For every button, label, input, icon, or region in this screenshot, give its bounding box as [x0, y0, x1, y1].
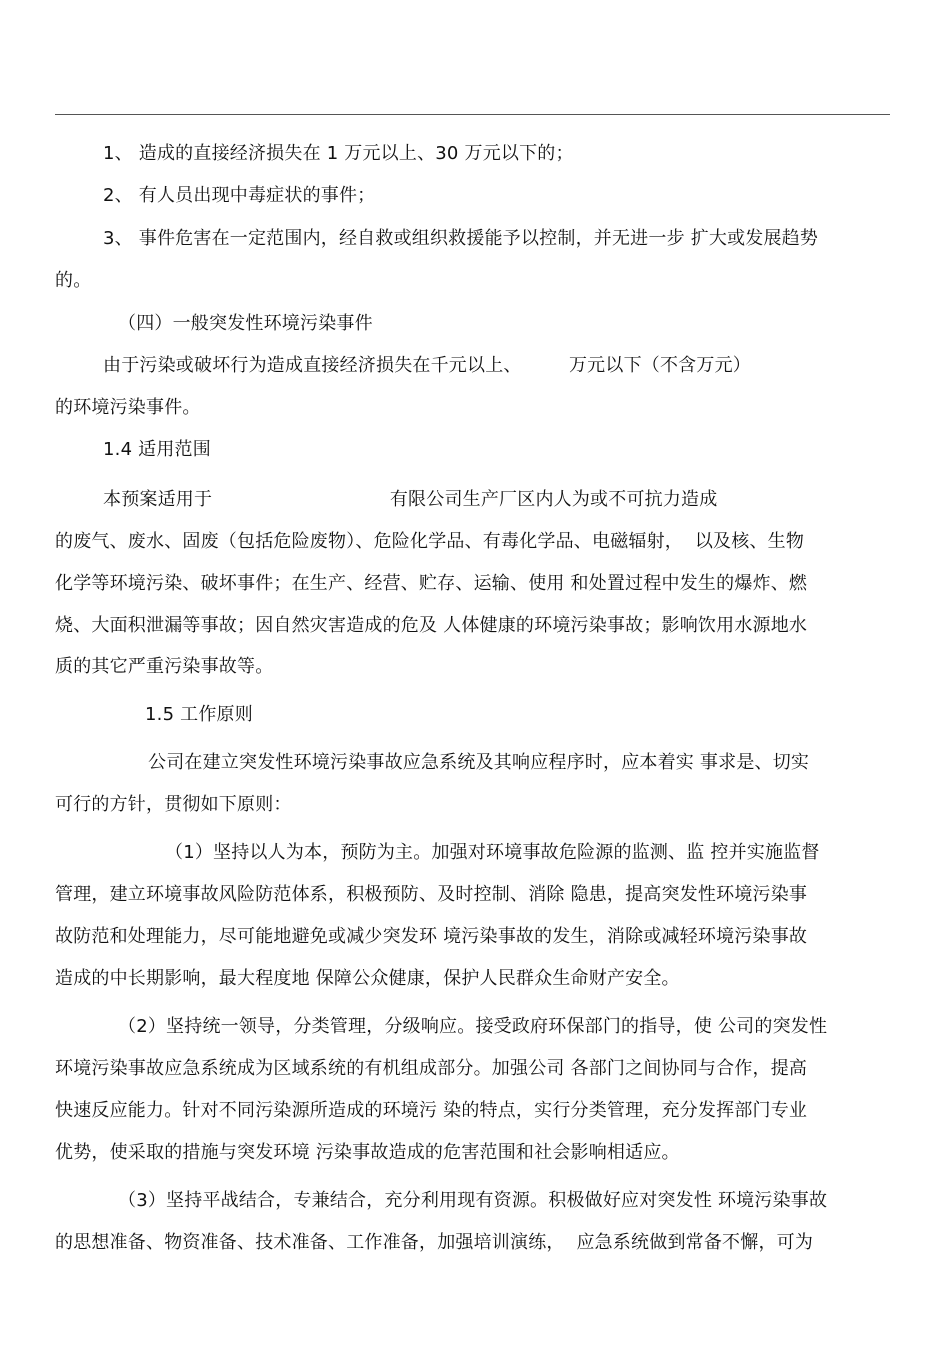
- text-line: 1、 造成的直接经济损失在 1 万元以上、30 万元以下的；: [103, 143, 574, 164]
- text-line: 3、 事件危害在一定范围内，经自救或组织救援能予以控制，并无进一步 扩大或发展趋势: [103, 228, 819, 249]
- text-line: 质的其它严重污染事故等。: [55, 656, 274, 677]
- text-line: 的思想准备、物资准备、技术准备、工作准备，加强培训演练， 应急系统做到常备不懈，可为: [55, 1232, 814, 1253]
- text-line: （3）坚持平战结合，专兼结合，充分利用现有资源。积极做好应对突发性 环境污染事故: [118, 1190, 828, 1211]
- text-line: 本预案适用于 有限公司生产厂区内人为或不可抗力造成: [103, 489, 718, 510]
- section-heading: 1.5 工作原则: [145, 704, 253, 725]
- text-line: 由于污染或破坏行为造成直接经济损失在千元以上、 万元以下（不含万元）: [103, 355, 751, 376]
- section-heading: 1.4 适用范围: [103, 439, 211, 460]
- text-line: 快速反应能力。针对不同污染源所造成的环境污 染的特点，实行分类管理，充分发挥部门专业: [55, 1100, 808, 1121]
- text-line: 化学等环境污染、破坏事件；在生产、经营、贮存、运输、使用 和处置过程中发生的爆炸、燃: [55, 573, 808, 594]
- text-line: 管理，建立环境事故风险防范体系，积极预防、及时控制、消除 隐患，提高突发性环境污染事: [55, 884, 808, 905]
- text-line: 的废气、废水、固废（包括危险废物）、危险化学品、有毒化学品、电磁辐射， 以及核、生物: [55, 531, 805, 552]
- section-heading: （四）一般突发性环境污染事件: [118, 313, 373, 334]
- text-line: 故防范和处理能力，尽可能地避免或减少突发环 境污染事故的发生，消除或减轻环境污染事故: [55, 926, 808, 947]
- text-line: 公司在建立突发性环境污染事故应急系统及其响应程序时，应本着实 事求是、切实: [148, 752, 810, 773]
- text-line: 的。: [55, 270, 92, 291]
- text-line: 2、 有人员出现中毒症状的事件；: [103, 185, 376, 206]
- header-rule: [55, 114, 890, 115]
- text-line: 烧、大面积泄漏等事故；因自然灾害造成的危及 人体健康的环境污染事故；影响饮用水源地水: [55, 615, 808, 636]
- text-line: （2）坚持统一领导，分类管理，分级响应。接受政府环保部门的指导，使 公司的突发性: [118, 1016, 828, 1037]
- text-line: （1）坚持以人为本，预防为主。加强对环境事故危险源的监测、监 控并实施监督: [165, 842, 820, 863]
- text-line: 的环境污染事件。: [55, 397, 201, 418]
- text-line: 环境污染事故应急系统成为区域系统的有机组成部分。加强公司 各部门之间协同与合作，提高: [55, 1058, 808, 1079]
- text-line: 可行的方针，贯彻如下原则：: [55, 794, 292, 815]
- text-line: 优势，使采取的措施与突发环境 污染事故造成的危害范围和社会影响相适应。: [55, 1142, 680, 1163]
- text-line: 造成的中长期影响，最大程度地 保障公众健康，保护人民群众生命财产安全。: [55, 968, 680, 989]
